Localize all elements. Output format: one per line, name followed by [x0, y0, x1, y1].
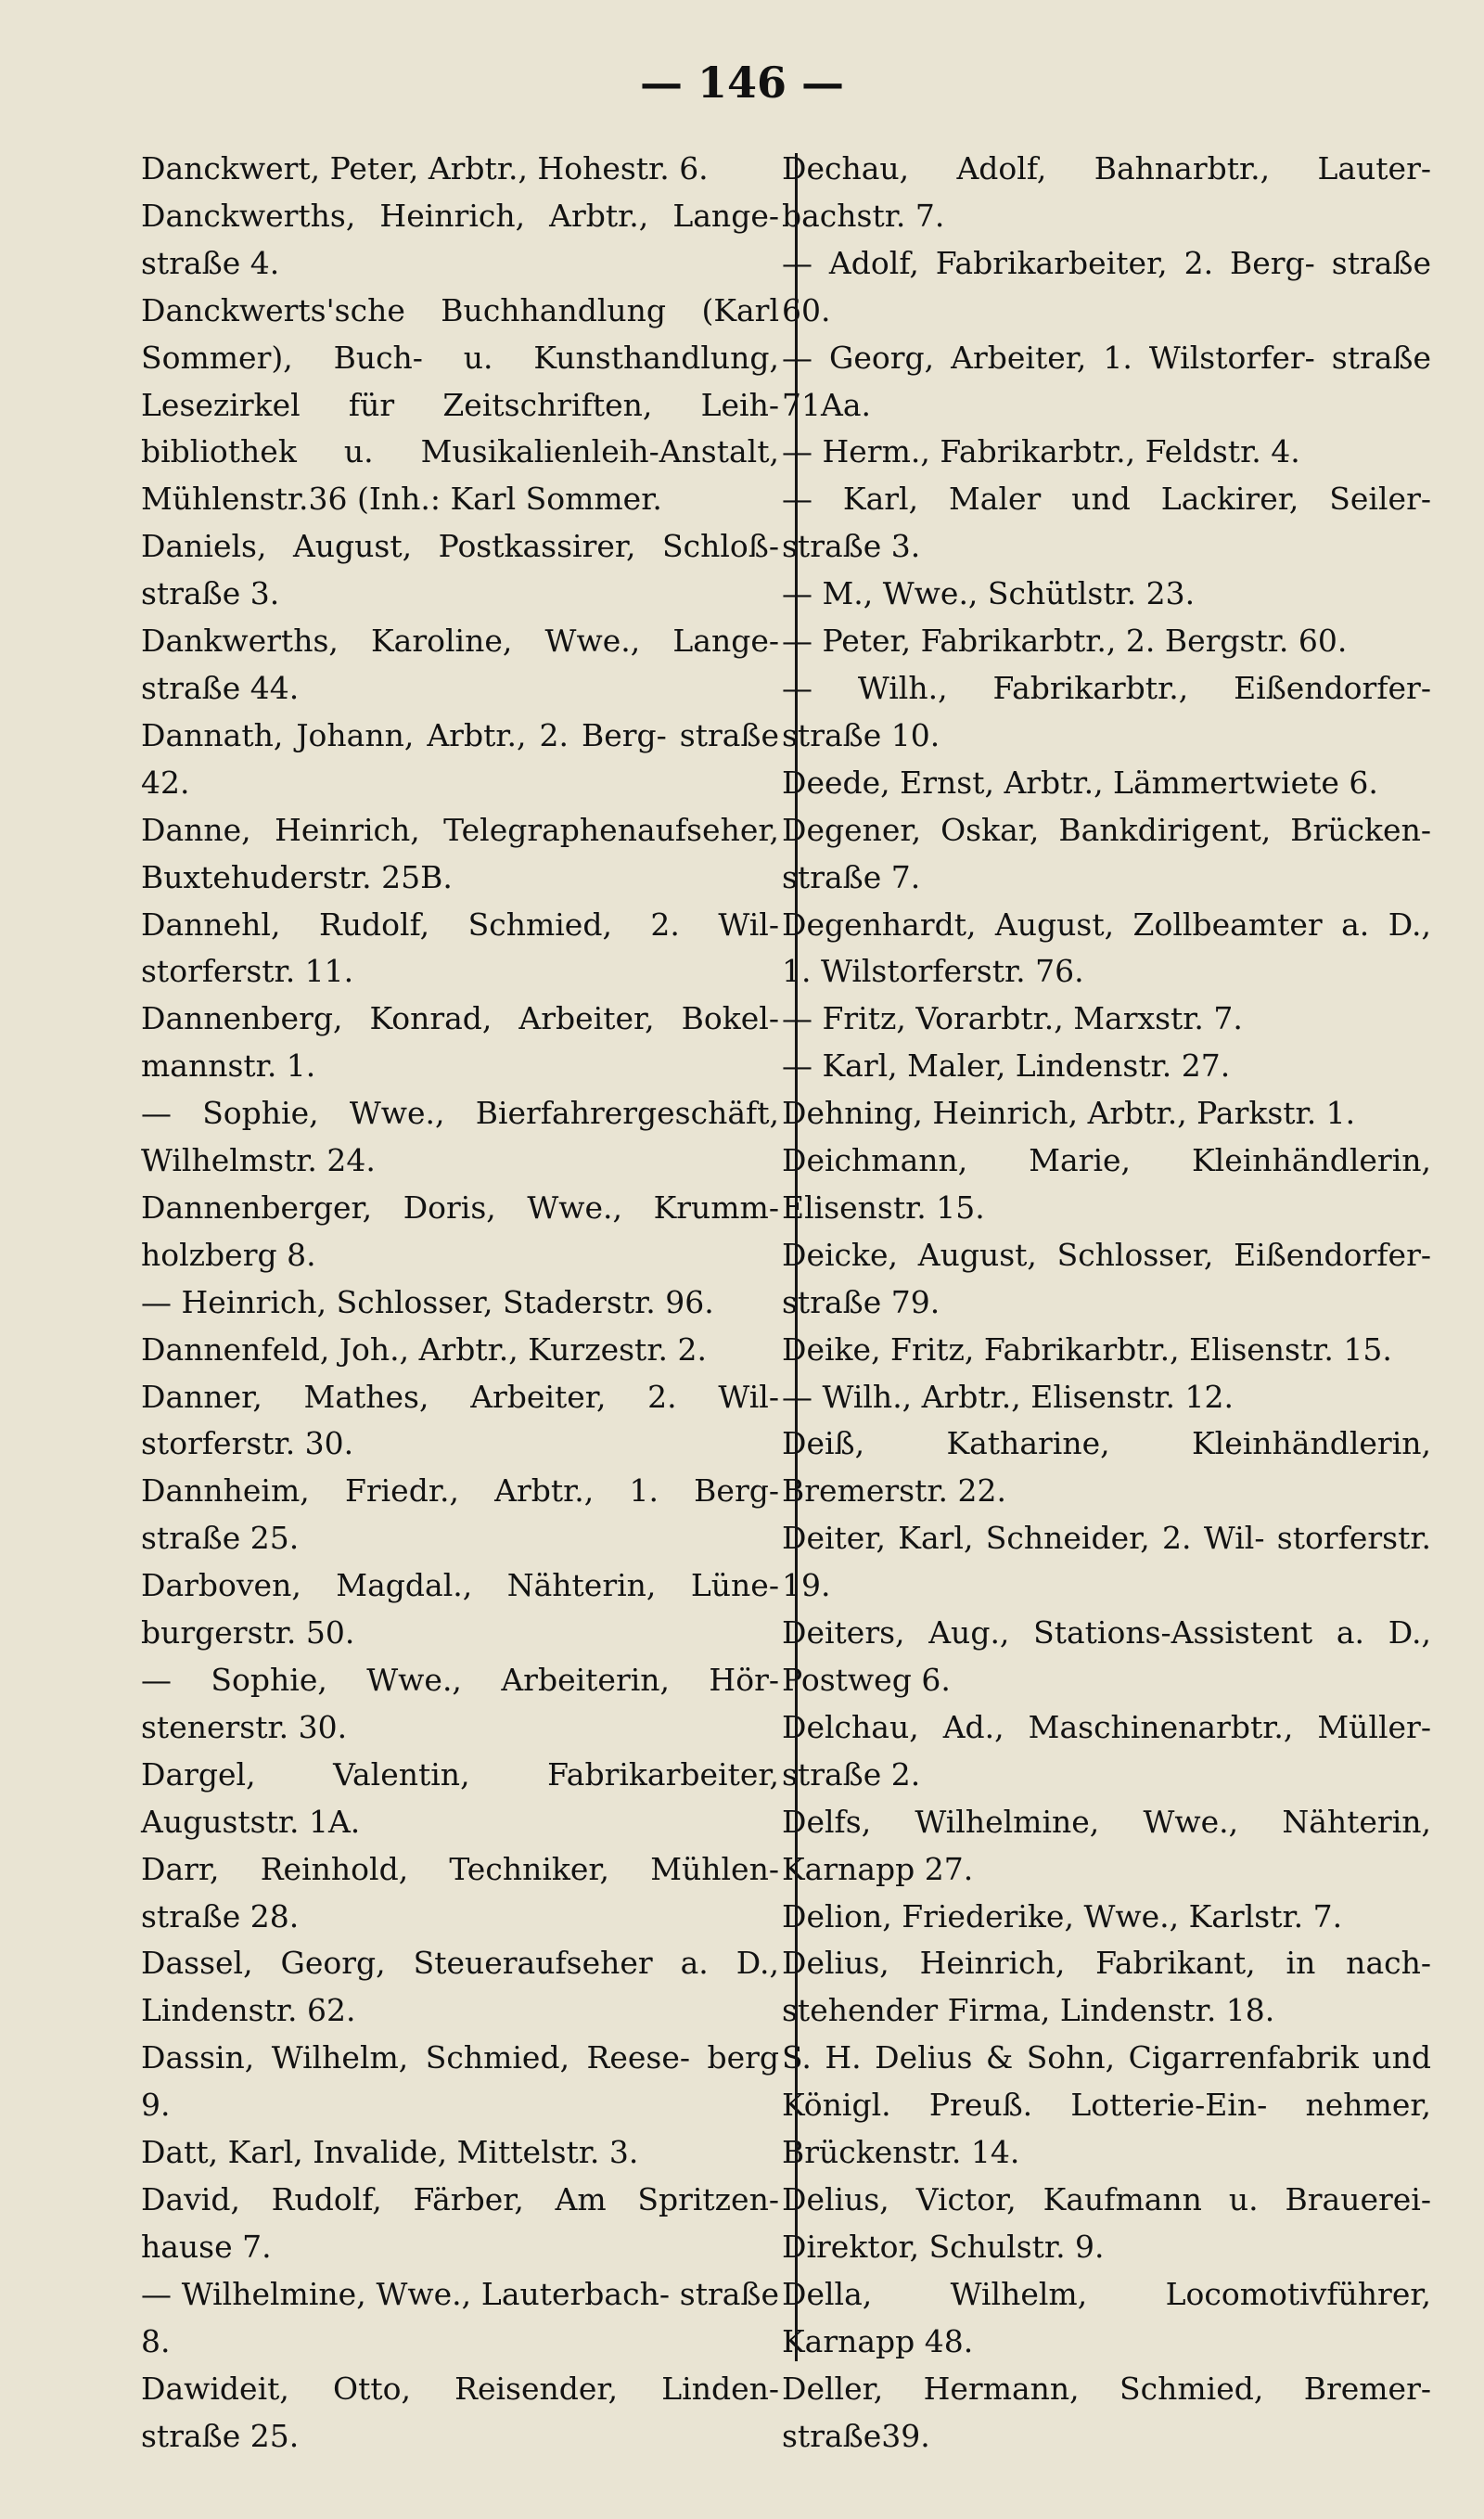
directory-entry: Dargel, Valentin, Fabrikarbeiter, Auguststr. 1A. — [141, 1755, 779, 1840]
directory-entry: Deller, Hermann, Schmied, Bremer- straße39. — [782, 2370, 1431, 2454]
left-column — [141, 146, 779, 2460]
directory-entry: Darr, Reinhold, Techniker, Mühlen- straße 28. — [141, 1850, 779, 1934]
directory-entry: — Georg, Arbeiter, 1. Wilstorfer- straße 71Aa. — [782, 339, 1431, 423]
directory-entry: — Karl, Maler, Lindenstr. 27. — [782, 1047, 1231, 1085]
directory-entry: Deichmann, Marie, Kleinhändlerin, Elisenstr. 15. — [782, 1142, 1431, 1226]
directory-entry: Darboven, Magdal., Nähterin, Lüne- burgerstr. 50. — [141, 1567, 779, 1651]
directory-entry: Dannenberger, Doris, Wwe., Krumm- holzberg 8. — [141, 1189, 779, 1273]
directory-entry: Danckwert, Peter, Arbtr., Hohestr. 6. — [141, 150, 709, 186]
directory-entry: Danne, Heinrich, Telegraphenaufseher, Buxtehuderstr. 25B. — [141, 811, 779, 895]
directory-entry: Delchau, Ad., Maschinenarbtr., Müller- straße 2. — [782, 1708, 1431, 1793]
directory-entry: Dechau, Adolf, Bahnarbtr., Lauter- bachstr. 7. — [782, 150, 1431, 234]
directory-entry: Delius, Heinrich, Fabrikant, in nach- stehender Firma, Lindenstr. 18. — [782, 1945, 1431, 2029]
directory-entry: Deicke, August, Schlosser, Eißendorfer- straße 79. — [782, 1236, 1431, 1320]
directory-entry: Dannenfeld, Joh., Arbtr., Kurzestr. 2. — [141, 1330, 707, 1368]
directory-entry: — Sophie, Wwe., Bierfahrergeschäft, Wilhelmstr. 24. — [141, 1095, 779, 1179]
directory-entry: Delfs, Wilhelmine, Wwe., Nähterin, Karnapp 27. — [782, 1803, 1431, 1887]
directory-entry: Degenhardt, August, Zollbeamter a. D., 1. Wilstorferstr. 76. — [782, 906, 1431, 990]
directory-entry: Dannehl, Rudolf, Schmied, 2. Wil- storferstr. 11. — [141, 906, 779, 990]
directory-entry: Deiters, Aug., Stations-Assistent a. D., Postweg 6. — [782, 1614, 1431, 1698]
directory-entry: David, Rudolf, Färber, Am Spritzen- hause 7. — [141, 2180, 779, 2265]
directory-entry: Dassin, Wilhelm, Schmied, Reese- berg 9. — [141, 2039, 779, 2124]
directory-entry: Deiß, Katharine, Kleinhändlerin, Bremerstr. 22. — [782, 1425, 1431, 1510]
directory-entry: — Wilh., Arbtr., Elisenstr. 12. — [782, 1378, 1234, 1415]
directory-entry: Deede, Ernst, Arbtr., Lämmertwiete 6. — [782, 764, 1378, 801]
directory-entry: Deike, Fritz, Fabrikarbtr., Elisenstr. 15. — [782, 1330, 1392, 1368]
directory-entry: Dassel, Georg, Steueraufseher a. D., Lindenstr. 62. — [141, 1945, 779, 2029]
directory-entry: Dankwerths, Karoline, Wwe., Lange- straße 44. — [141, 623, 779, 706]
page-number: — 146 — — [639, 58, 845, 108]
directory-entry: Delion, Friederike, Wwe., Karlstr. 7. — [782, 1897, 1343, 1934]
directory-entry: S. H. Delius & Sohn, Cigarrenfabrik und Königl. Preuß. Lotterie-Ein- nehmer, Brückenstr. 14. — [782, 2039, 1431, 2171]
directory-entry: Datt, Karl, Invalide, Mittelstr. 3. — [141, 2134, 639, 2171]
directory-entry: — Sophie, Wwe., Arbeiterin, Hör- stenerstr. 30. — [141, 1662, 779, 1745]
directory-entry: Dannheim, Friedr., Arbtr., 1. Berg- straße 25. — [141, 1472, 779, 1557]
directory-entry: Deiter, Karl, Schneider, 2. Wil- storferstr. 19. — [782, 1520, 1431, 1604]
directory-entry: — Wilh., Fabrikarbtr., Eißendorfer- straße 10. — [782, 669, 1431, 753]
directory-entry: — Herm., Fabrikarbtr., Feldstr. 4. — [782, 433, 1300, 470]
directory-entry: Dawideit, Otto, Reisender, Linden- straße 25. — [141, 2370, 779, 2454]
directory-entry: Daniels, August, Postkassirer, Schloß- straße 3. — [141, 528, 779, 612]
directory-entry: — Adolf, Fabrikarbeiter, 2. Berg- straße 60. — [782, 244, 1431, 328]
directory-entry: Danckwerths, Heinrich, Arbtr., Lange- straße 4. — [141, 197, 779, 281]
directory-entry: Dehning, Heinrich, Arbtr., Parkstr. 1. — [782, 1095, 1356, 1132]
directory-entry: — Peter, Fabrikarbtr., 2. Bergstr. 60. — [782, 623, 1348, 660]
directory-entry: — M., Wwe., Schütlstr. 23. — [782, 575, 1196, 612]
directory-entry: — Wilhelmine, Wwe., Lauterbach- straße 8. — [141, 2275, 779, 2359]
directory-entry: Della, Wilhelm, Locomotivführer, Karnapp 48. — [782, 2275, 1431, 2359]
directory-entry: Dannath, Johann, Arbtr., 2. Berg- straße 42. — [141, 716, 779, 801]
directory-entry: — Karl, Maler und Lackirer, Seiler- straße 3. — [782, 481, 1431, 565]
directory-entry: Danner, Mathes, Arbeiter, 2. Wil- storferstr. 30. — [141, 1378, 779, 1462]
directory-entry: Danckwerts'sche Buchhandlung (Karl Sommer), Buch- u. Kunsthandlung, Lesezirkel für Zeitschriften, Leih- bibliothek u. Musikalienleih-Anstalt, Mühlenstr.36 (Inh.: Karl Sommer. — [141, 291, 779, 518]
directory-entry: — Heinrich, Schlosser, Staderstr. 96. — [141, 1283, 714, 1320]
directory-entry: Delius, Victor, Kaufmann u. Brauerei- Direktor, Schulstr. 9. — [782, 2180, 1431, 2265]
directory-entry: — Fritz, Vorarbtr., Marxstr. 7. — [782, 1000, 1243, 1037]
directory-entry: Degener, Oskar, Bankdirigent, Brücken- straße 7. — [782, 811, 1431, 895]
right-column — [782, 146, 1431, 2460]
directory-entry: Dannenberg, Konrad, Arbeiter, Bokel- mannstr. 1. — [141, 1000, 779, 1085]
